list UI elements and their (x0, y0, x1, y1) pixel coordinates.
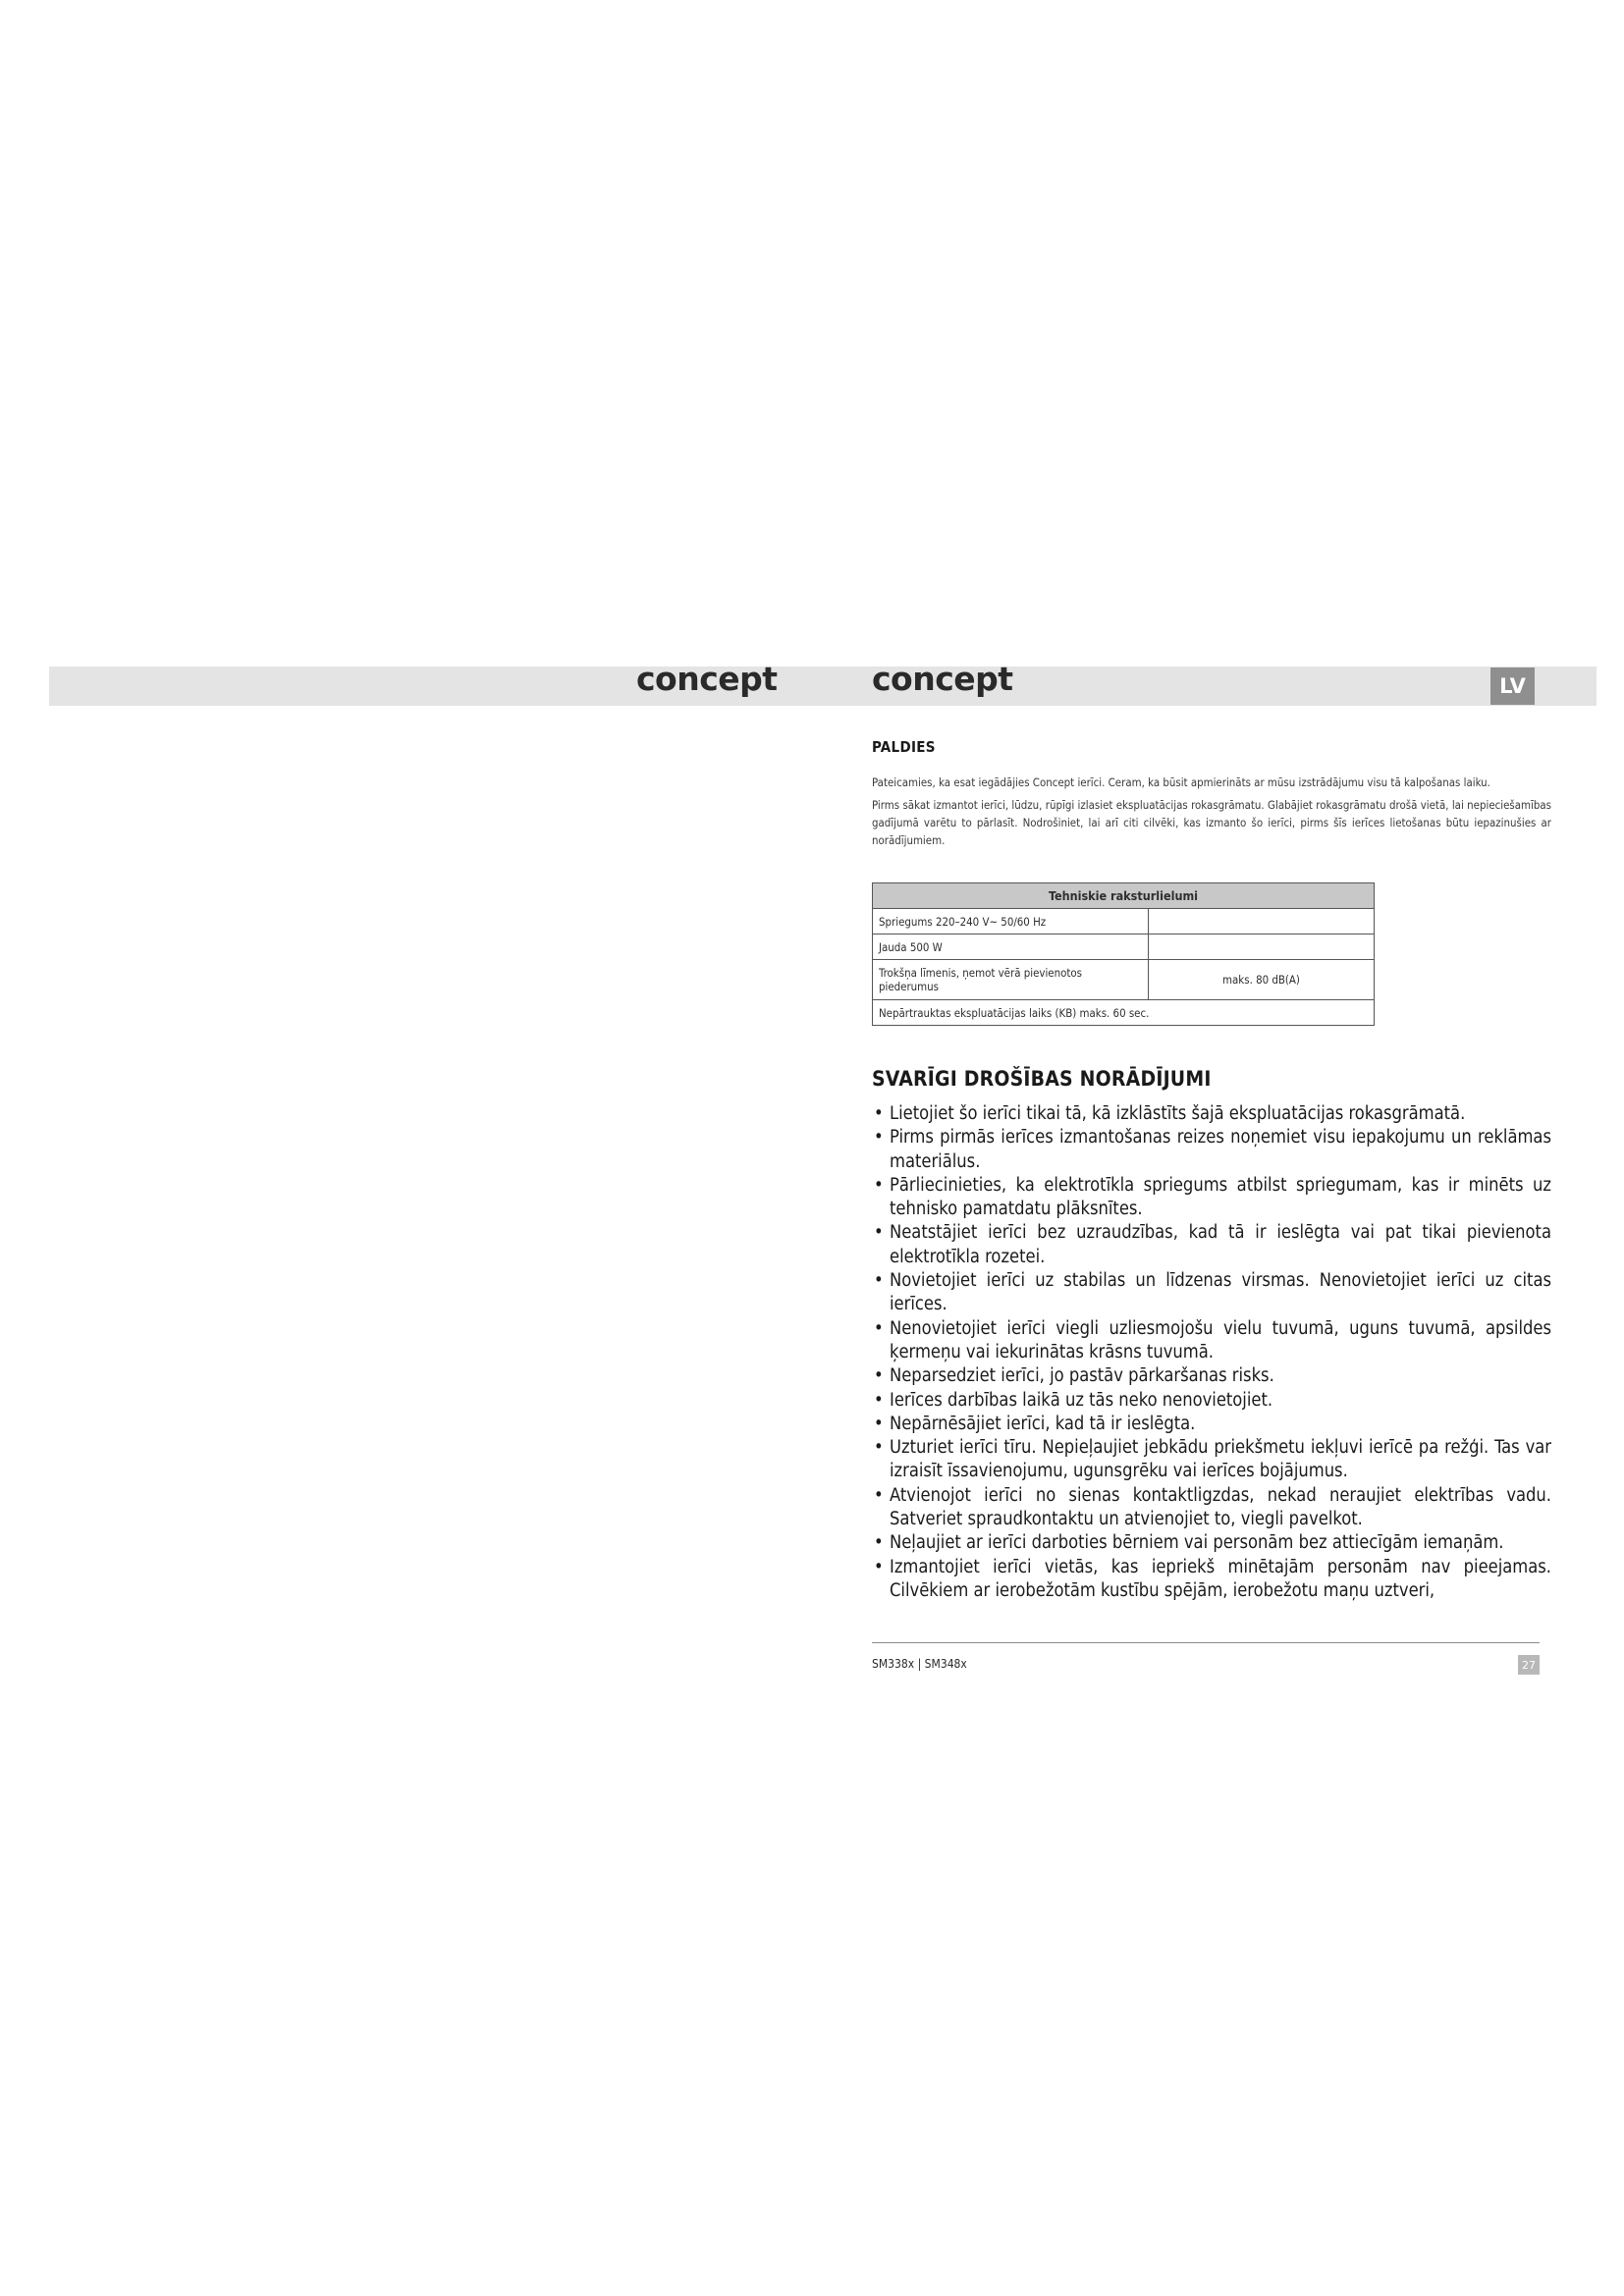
specs-title: Tehniskie raksturlielumi (873, 883, 1375, 909)
spec-value (1149, 934, 1375, 960)
spec-full-row: Nepārtrauktas ekspluatācijas laiks (KB) maks. 60 sec. (873, 1000, 1375, 1026)
page-content (872, 738, 1551, 1603)
spec-value (1149, 909, 1375, 934)
specs-header-row (873, 883, 1375, 909)
list-item: • Neļaujiet ar ierīci darboties bērniem vai personām bez attiecīgām iemaņām. (872, 1531, 1551, 1555)
list-item: • Atvienojot ierīci no sienas kontaktligzdas, nekad neraujiet elektrības vadu. Satveriet spraudkontaktu un atvienojiet to, viegli pavelkot. (872, 1484, 1551, 1532)
list-item: • Uzturiet ierīci tīru. Nepieļaujiet jebkādu priekšmetu iekļuvi ierīcē pa režģi. Tas var izraisīt īssavienojumu, ugunsgrēku vai ierīces bojājumus. (872, 1436, 1551, 1484)
spec-label: Jauda 500 W (873, 934, 1149, 960)
footer-divider (872, 1642, 1540, 1643)
brand-logo-left: concept (636, 660, 778, 698)
specs-table (872, 882, 1375, 1026)
list-item: • Nepārnēsājiet ierīci, kad tā ir ieslēgta. (872, 1413, 1551, 1436)
list-item: • Lietojiet šo ierīci tikai tā, kā izklāstīts šajā ekspluatācijas rokasgrāmatā. (872, 1102, 1551, 1126)
spec-label: Spriegums 220–240 V~ 50/60 Hz (873, 909, 1149, 934)
spec-value: maks. 80 dB(A) (1149, 960, 1375, 1000)
page-number: 27 (1518, 1655, 1540, 1675)
safety-heading: SVARĪGI DROŠĪBAS NORĀDĪJUMI (872, 1067, 1212, 1091)
safety-list (872, 1102, 1551, 1603)
table-row (873, 909, 1375, 934)
language-badge: LV (1490, 667, 1535, 705)
list-item: • Pārliecinieties, ka elektrotīkla spriegums atbilst spriegumam, kas ir minēts uz tehnisko pamatdatu plāksnītes. (872, 1174, 1551, 1222)
table-row (873, 1000, 1375, 1026)
list-item: • Ierīces darbības laikā uz tās neko nenovietojiet. (872, 1389, 1551, 1413)
brand-logo-right: concept (872, 660, 1013, 698)
header-band (49, 667, 1597, 706)
list-item: • Nenovietojiet ierīci viegli uzliesmojošu vielu tuvumā, uguns tuvumā, apsildes ķermeņu vai iekurinātas krāsns tuvumā. (872, 1317, 1551, 1365)
thanks-heading: PALDIES (872, 738, 936, 756)
table-row (873, 960, 1375, 1000)
list-item: • Pirms pirmās ierīces izmantošanas reizes noņemiet visu iepakojumu un reklāmas materiālus. (872, 1126, 1551, 1174)
list-item: • Neatstājiet ierīci bez uzraudzības, kad tā ir ieslēgta vai pat tikai pievienota elektrotīkla rozetei. (872, 1221, 1551, 1269)
thanks-paragraph-1: Pateicamies, ka esat iegādājies Concept ierīci. Ceram, ka būsit apmierināts ar mūsu izstrādājumu visu tā kalpošanas laiku. (872, 775, 1490, 789)
list-item: • Novietojiet ierīci uz stabilas un līdzenas virsmas. Nenovietojiet ierīci uz citas ierīces. (872, 1269, 1551, 1317)
thanks-paragraph-2: Pirms sākat izmantot ierīci, lūdzu, rūpīgi izlasiet ekspluatācijas rokasgrāmatu. Glabājiet rokasgrāmatu drošā vietā, lai nepieciešamības gadījumā varētu to pārlasīt. Nodrošiniet, lai arī citi cilvēki, kas izmanto šo ierīci, pirms šīs ierīces lietošanas būtu iepazinušies ar norādījumiem. (872, 798, 1551, 847)
spec-label: Trokšņa līmenis, ņemot vērā pievienotos piederumus (873, 960, 1149, 1000)
list-item: • Neparsedziet ierīci, jo pastāv pārkaršanas risks. (872, 1364, 1551, 1388)
footer-model: SM338x | SM348x (872, 1657, 967, 1671)
table-row (873, 934, 1375, 960)
list-item: • Izmantojiet ierīci vietās, kas iepriekš minētajām personām nav pieejamas. Cilvēkiem ar ierobežotām kustību spējām, ierobežotu maņu uztveri, (872, 1556, 1551, 1604)
